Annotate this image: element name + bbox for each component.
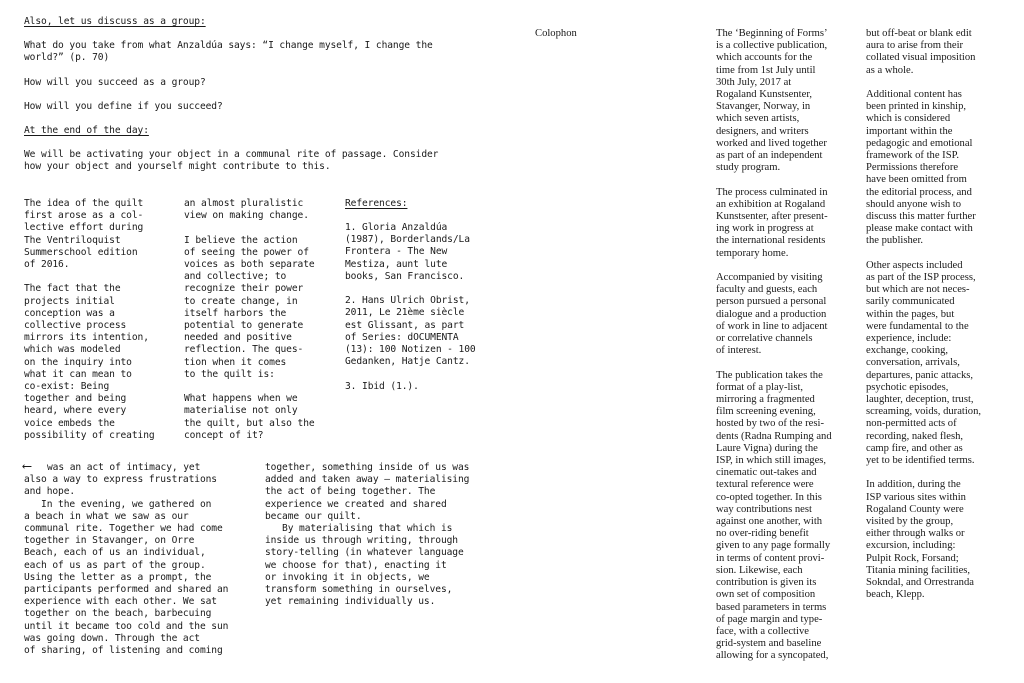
text-line: What happens when we [184, 393, 298, 405]
text-line: and hope. [24, 486, 76, 498]
text-line: world?” (p. 70) [24, 52, 110, 64]
text-line: Laure Vigna) during the [716, 442, 818, 454]
text-line: worked and lived together [716, 137, 827, 149]
text-line: study program. [716, 162, 781, 174]
text-line: way contributions nest [716, 503, 812, 515]
question-succeed: How will you succeed as a group? [24, 77, 206, 88]
paragraph [866, 479, 981, 601]
text-line: voice embeds the [24, 417, 115, 429]
text-line: which seven artists, [716, 113, 800, 125]
text-line: within the pages, but [866, 308, 955, 320]
text-line: (13): 100 Notizen - 100 [345, 344, 476, 356]
text-line: became our quilt. [265, 510, 362, 522]
text-line: which accounts for the [716, 52, 813, 64]
text-line: how your object and yourself might contribute to this. [24, 161, 331, 173]
paragraph [345, 222, 476, 283]
text-line: heard, where every [24, 405, 127, 417]
text-line: of Series: dOCUMENTA [345, 331, 459, 343]
text-line: discuss this matter further [866, 211, 976, 223]
text-line: no over-riding benefit [716, 528, 809, 540]
text-line: 1. Gloria Anzaldúa [345, 222, 448, 233]
text-line: of seeing the power of [184, 246, 309, 258]
text-line: lective effort during [24, 222, 144, 234]
text-line: designers, and writers [716, 125, 809, 137]
text-line: allowing for a syncopated, [716, 650, 829, 662]
text-line: 30th July, 2017 at [716, 76, 792, 88]
text-line: until it became too cold and the sun [24, 620, 229, 632]
text-line: tion when it comes [184, 356, 287, 368]
text-line: Mestiza, aunt lute [345, 258, 448, 270]
text-line: sion. Likewise, each [716, 564, 803, 576]
text-line: recognize their power [184, 283, 304, 295]
text-line: communal rite. Together we had come [24, 523, 223, 535]
text-line: Using the letter as a prompt, the [24, 571, 212, 583]
text-line: view on making change. [184, 210, 309, 222]
text-line: as a whole. [866, 64, 914, 76]
text-line: co-opted together. In this [716, 491, 822, 503]
colophon-title: Colophon [535, 28, 577, 39]
text-line: cinematic out-takes and [716, 467, 817, 479]
text-line: important within the [866, 125, 953, 137]
text-line: Sokndal, and Orrestranda [866, 577, 974, 589]
text-line: The Ventriloquist [24, 234, 121, 246]
text-line: an almost pluralistic [184, 198, 304, 209]
text-line: of sharing, of listening and coming [24, 645, 223, 657]
question-define: How will you define if you succeed? [24, 101, 223, 112]
quilt-column-1 [24, 198, 155, 442]
paragraph-gap [345, 283, 476, 295]
text-line: mirroring a fragmented [716, 394, 815, 406]
text-line: departures, panic attacks, [866, 369, 974, 381]
text-line: transform something in ourselves, [265, 584, 453, 596]
text-line: against one another, with [716, 516, 823, 528]
text-line: The fact that the [24, 283, 121, 295]
paragraph-gap [184, 222, 315, 234]
essay-column-2 [265, 462, 469, 608]
text-line: format of a play-list, [716, 381, 804, 393]
text-line: Rogaland Kunstsenter, [716, 89, 813, 101]
paragraph-gap [184, 381, 315, 393]
text-line: together, something inside of us was [265, 462, 470, 473]
text-line: The publication takes the [716, 369, 823, 381]
text-line: co-exist: Being [24, 381, 110, 393]
text-line: conception was a [24, 307, 115, 319]
references-heading: References: [345, 198, 408, 209]
text-line: inside us through writing, through [265, 535, 458, 547]
text-line: pedagogic and emotional [866, 137, 973, 149]
paragraph [716, 187, 832, 260]
text-line: face, with a collective [716, 625, 809, 637]
paragraph-gap [24, 271, 155, 283]
text-line: Other aspects included [866, 259, 963, 271]
text-line: but which are not neces- [866, 284, 970, 296]
paragraph [866, 28, 981, 77]
text-line: ISP, in which still images, [716, 455, 827, 467]
text-line: own set of composition [716, 589, 816, 601]
text-line: The process culminated in [716, 186, 828, 198]
text-line: collective process [24, 320, 127, 332]
text-line: In the evening, we gathered on [24, 498, 212, 510]
text-line: mirrors its intention, [24, 332, 149, 344]
text-line: what it can mean to [24, 368, 132, 380]
text-line: should anyone wish to [866, 198, 962, 210]
text-line: a beach in what we saw as our [24, 510, 189, 522]
paragraph [24, 283, 155, 442]
text-line: together on the beach, barbecuing [24, 608, 212, 620]
colophon-column-2 [866, 28, 981, 602]
text-line: of interest. [716, 345, 762, 357]
text-line: concept of it? [184, 429, 264, 441]
text-line: books, San Francisco. [345, 270, 465, 282]
text-line: reflection. The ques- [184, 344, 304, 356]
text-line: Permissions therefore [866, 162, 959, 174]
text-line: dialogue and a production [716, 308, 827, 320]
text-line: 2. Hans Ulrich Obrist, [345, 295, 470, 307]
paragraph [716, 272, 832, 357]
text-line: collated visual imposition [866, 52, 976, 64]
right-page [512, 0, 1024, 683]
text-line: 3. Ibid (1.). [345, 380, 419, 392]
text-line: together and being [24, 393, 127, 405]
text-line: The ‘Beginning of Forms’ [716, 28, 828, 39]
text-line: Accompanied by visiting [716, 272, 823, 284]
text-line: yet remaining individually us. [265, 596, 436, 608]
text-line: the quilt, but also the [184, 417, 315, 429]
text-line: experience we created and shared [265, 498, 447, 510]
text-line: In addition, during the [866, 479, 961, 491]
text-line: story-telling (in whatever language [265, 547, 464, 559]
references-list [345, 222, 476, 393]
text-line: first arose as a col- [24, 210, 144, 222]
text-line: camp fire, and other as [866, 442, 963, 454]
text-line: The idea of the quilt [24, 198, 144, 209]
text-line: needed and positive [184, 332, 292, 344]
text-line: participants performed and shared an [24, 584, 229, 596]
text-line: have been omitted from [866, 174, 967, 186]
text-line: yet to be identified terms. [866, 455, 975, 467]
text-line: added and taken away — materialising [265, 474, 470, 486]
text-line: were fundamental to the [866, 320, 969, 332]
text-line: Pulpit Rock, Forsand; [866, 552, 959, 564]
text-line: each of us as part of the group. [24, 559, 206, 571]
text-line: dents (Radna Rumping and [716, 430, 832, 442]
text-line: experience with each other. We sat [24, 596, 217, 608]
text-line: to create change, in [184, 295, 298, 307]
text-line: as part of an independent [716, 150, 823, 162]
text-line: non-permitted acts of [866, 418, 957, 430]
text-line: screaming, voids, duration, [866, 406, 982, 418]
paragraph [345, 295, 476, 368]
paragraph [716, 370, 832, 663]
text-line: please make contact with [866, 223, 973, 235]
text-line: was an act of intimacy, yet [47, 462, 201, 473]
colophon-column-1 [716, 28, 832, 663]
text-line: person pursued a personal [716, 296, 827, 308]
text-line: the international residents [716, 235, 826, 247]
paragraph [24, 198, 155, 271]
text-line: potential to generate [184, 320, 304, 332]
text-line: sarily communicated [866, 296, 955, 308]
text-line: ISP various sites within [866, 491, 966, 503]
text-line: we choose for that), enacting it [265, 559, 447, 571]
text-line: was going down. Through the act [24, 632, 200, 644]
text-line: Frontera - The New [345, 246, 448, 258]
text-line: grid-system and baseline [716, 638, 822, 650]
paragraph-gap [716, 260, 832, 272]
text-line: We will be activating your object in a communal rite of passage. Consider [24, 149, 439, 160]
text-line: (1987), Borderlands/La [345, 234, 470, 246]
text-line: exchange, cooking, [866, 345, 949, 357]
discuss-heading: Also, let us discuss as a group: [24, 16, 206, 27]
text-line: voices as both separate [184, 259, 315, 270]
text-line: Gedanken, Hatje Cantz. [345, 356, 470, 368]
text-line: either through walks or [866, 528, 965, 540]
paragraph-gap [866, 77, 981, 89]
paragraph-gap [716, 357, 832, 369]
text-line: framework of the ISP. [866, 150, 959, 162]
text-line: Additional content has [866, 89, 962, 100]
text-line: ing work in progress at [716, 223, 814, 235]
text-line: faculty and guests, each [716, 284, 818, 296]
question-anzaldua [24, 40, 433, 64]
text-line: the act of being together. The [265, 486, 436, 498]
text-line: materialise not only [184, 405, 298, 417]
text-line: psychotic episodes, [866, 381, 949, 393]
text-line: but off-beat or blank edit [866, 28, 972, 39]
paragraph-gap [866, 248, 981, 260]
paragraph [184, 198, 315, 222]
text-line: excursion, including: [866, 540, 956, 552]
text-line: 2011, Le 21ème siècle [345, 307, 465, 319]
text-line: of work in line to adjacent [716, 320, 828, 332]
paragraph [184, 393, 315, 442]
text-line: to the quilt is: [184, 368, 275, 380]
text-line: itself harbors the [184, 307, 287, 319]
text-line: I believe the action [184, 234, 298, 246]
text-line: By materialising that which is [265, 523, 453, 535]
text-line: or correlative channels [716, 333, 813, 345]
text-line: possibility of creating [24, 429, 155, 441]
text-line: laughter, deception, trust, [866, 394, 974, 406]
end-of-day-heading: At the end of the day: [24, 125, 149, 136]
text-line: experience, include: [866, 333, 952, 345]
text-line: in terms of content provi- [716, 552, 825, 564]
paragraph-gap [716, 174, 832, 186]
text-line: based parameters in terms [716, 601, 827, 613]
text-line: beach, Klepp. [866, 589, 925, 601]
essay-column-1 [23, 459, 229, 657]
text-line: temporary home. [716, 247, 789, 259]
text-line: given to any page formally [716, 540, 831, 552]
text-line: and collective; to [184, 271, 287, 283]
text-line: or invoking it in objects, we [265, 571, 430, 583]
text-line: on the inquiry into [24, 356, 132, 368]
text-line: contribution is given its [716, 577, 817, 589]
activation-paragraph [24, 149, 438, 173]
paragraph-gap [866, 467, 981, 479]
text-line: Beach, each of us an individual, [24, 547, 206, 559]
text-line: time from 1st July until [716, 64, 816, 76]
text-line: which was modeled [24, 344, 121, 356]
text-line: the editorial process, and [866, 186, 972, 198]
quilt-column-2 [184, 198, 315, 442]
text-line: of page margin and type- [716, 613, 823, 625]
text-line: Stavanger, Norway, in [716, 101, 811, 113]
text-line: as part of the ISP process, [866, 272, 976, 284]
paragraph-gap [345, 368, 476, 380]
text-line: conversation, arrivals, [866, 357, 960, 369]
text-line: recording, naked flesh, [866, 430, 964, 442]
text-line: also a way to express frustrations [24, 474, 217, 486]
paragraph [716, 28, 832, 174]
paragraph [866, 89, 981, 248]
text-line: What do you take from what Anzaldúa says: “I change myself, I change the [24, 40, 433, 51]
text-line: textural reference were [716, 479, 814, 491]
text-line: been printed in kinship, [866, 101, 967, 113]
text-line: the publisher. [866, 235, 924, 247]
text-line: projects initial [24, 295, 115, 307]
text-line: Kunstsenter, after present- [716, 211, 828, 223]
text-line: hosted by two of the resi- [716, 418, 824, 430]
text-line: which is considered [866, 113, 951, 125]
text-line: together in Stavanger, on Orre [24, 535, 195, 547]
text-line: aura to arise from their [866, 40, 964, 52]
paragraph [345, 381, 476, 393]
text-line: visited by the group, [866, 516, 954, 528]
text-line: Titania mining facilities, [866, 564, 971, 576]
text-line: Rogaland County were [866, 503, 964, 515]
paragraph [184, 235, 315, 381]
text-line: film screening evening, [716, 406, 816, 418]
text-line: is a collective publication, [716, 40, 828, 52]
text-line: an exhibition at Rogaland [716, 198, 826, 210]
paragraph [866, 260, 981, 467]
left-arrow-icon: ⟵ [23, 459, 31, 474]
text-line: est Glissant, as part [345, 319, 465, 331]
text-line: Summerschool edition [24, 246, 138, 258]
text-line: of 2016. [24, 259, 70, 271]
